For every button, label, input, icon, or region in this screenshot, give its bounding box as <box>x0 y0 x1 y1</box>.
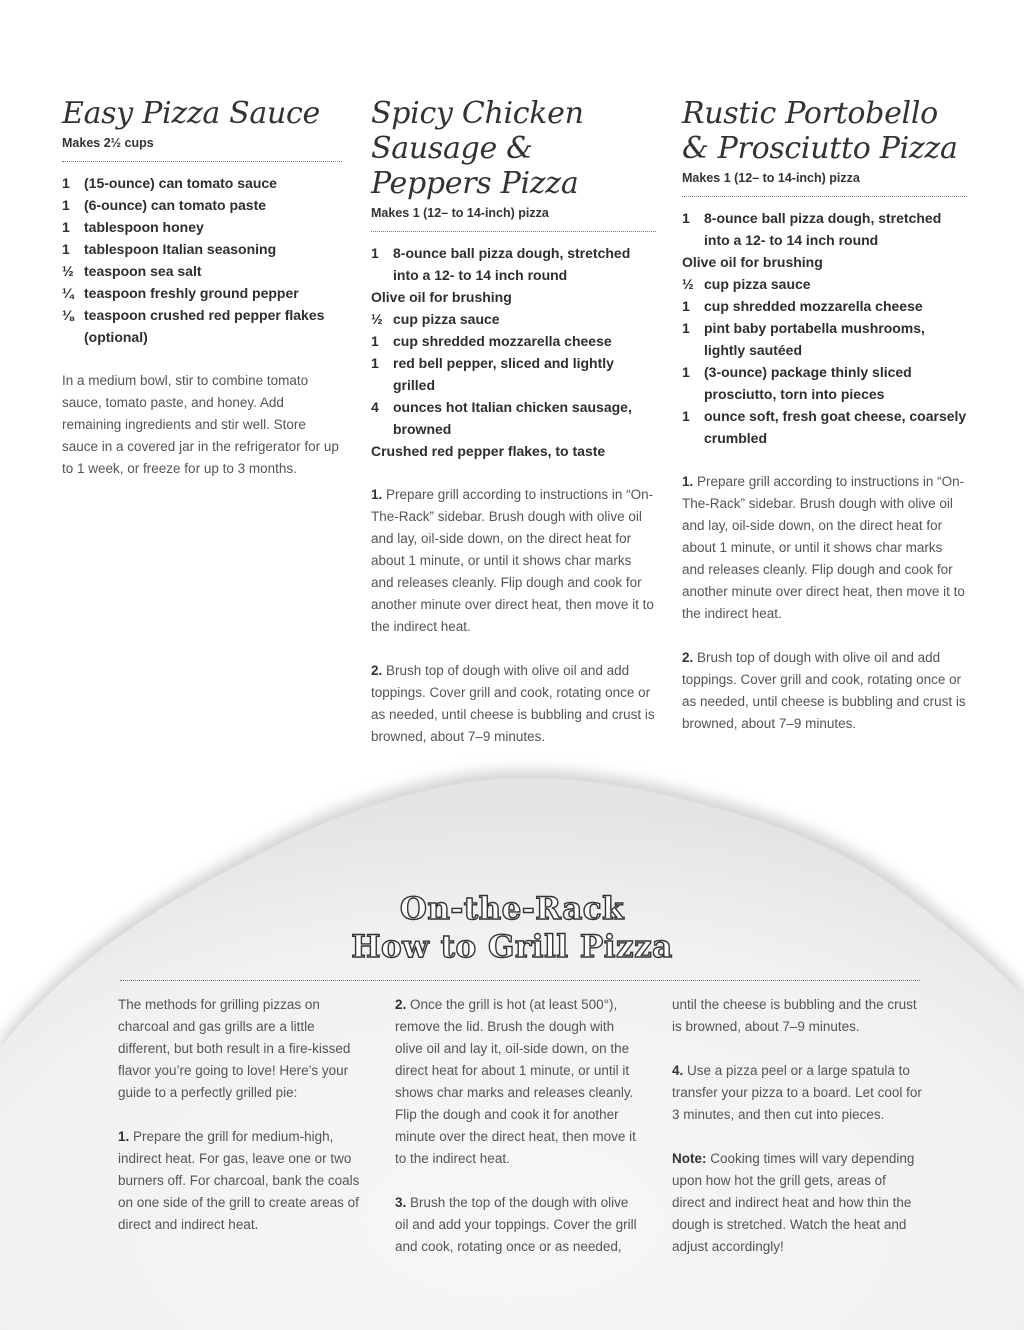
ingredient-item: 1 tablespoon Italian seasoning <box>62 241 277 257</box>
ingredient-list <box>682 207 967 449</box>
ingredient-item: ¼ teaspoon freshly ground pepper <box>62 285 299 301</box>
sidebar-column-1 <box>118 994 368 1258</box>
ingredient-item: Olive oil for brushing <box>682 254 823 270</box>
recipe-title: Spicy Chicken Sausage & Peppers Pizza <box>371 96 584 201</box>
recipe-spicy-chicken-sausage-pizza <box>371 96 656 770</box>
ingredient-item: 1 pint baby portabella mushrooms, lightly sautéed <box>682 320 925 358</box>
sidebar-step: 1. Prepare the grill for medium-high, indirect heat. For gas, leave one or two burners off. For charcoal, bank the coals on one side of the grill to create areas of direct and indirect heat. <box>118 1129 360 1232</box>
recipe-step: 1. Prepare grill according to instructions in “On-The-Rack” sidebar. Brush dough with olive oil and lay, oil-side down, on the direct heat for about 1 minute, or until it shows char marks and releases cleanly. Flip dough and cook for another minute over direct heat, then move it to the indirect heat. <box>682 474 965 621</box>
dotted-divider <box>120 980 920 981</box>
recipe-step: 1. Prepare grill according to instructions in “On-The-Rack” sidebar. Brush dough with olive oil and lay, oil-side down, on the direct heat for about 1 minute, or until it shows char marks and releases cleanly. Flip dough and cook for another minute over direct heat, then move it to the indirect heat. <box>371 487 654 634</box>
ingredient-item: 4 ounces hot Italian chicken sausage, browned <box>371 399 632 437</box>
recipe-title: Easy Pizza Sauce <box>62 96 320 131</box>
ingredient-item: Crushed red pepper flakes, to taste <box>371 443 606 459</box>
ingredient-item: 1 8-ounce ball pizza dough, stretched into a 12- to 14 inch round <box>371 245 631 283</box>
ingredient-list <box>371 242 656 462</box>
ingredient-item: 1 cup shredded mozzarella cheese <box>371 333 612 349</box>
ingredient-item: 1 (15-ounce) can tomato sauce <box>62 175 277 191</box>
sidebar-step: 2. Once the grill is hot (at least 500°), remove the lid. Brush the dough with olive oil and lay it, oil-side down, on the direct heat for about 1 minute, or until it shows char marks and releases cleanly. Flip the dough and cook it for another minute over the direct heat, then move it to the indirect heat. <box>395 997 636 1166</box>
sidebar-title: On-the-Rack How to Grill Pizza <box>351 891 673 965</box>
dotted-divider <box>371 231 656 232</box>
recipe-yield: Makes 1 (12– to 14-inch) pizza <box>682 171 860 185</box>
recipe-step: 2. Brush top of dough with olive oil and add toppings. Cover grill and cook, rotating once or as needed, until cheese is bubbling and crust is browned, about 7–9 minutes. <box>682 650 966 731</box>
dotted-divider <box>682 196 967 197</box>
sidebar-column-3 <box>672 994 922 1280</box>
recipe-directions: In a medium bowl, stir to combine tomato sauce, tomato paste, and honey. Add remaining ingredients and stir well. Store sauce in a covered jar in the refrigerator for up to 1 week, or freeze for up to 3 months. <box>62 373 339 476</box>
ingredient-item: 1 tablespoon honey <box>62 219 204 235</box>
sidebar-step: 4. Use a pizza peel or a large spatula to transfer your pizza to a board. Let cool for 3 minutes, and then cut into pieces. <box>672 1063 922 1122</box>
sidebar-intro: The methods for grilling pizzas on charcoal and gas grills are a little different, but both result in a fire-kissed flavor you’re going to love! Here’s your guide to a perfectly grilled pie: <box>118 997 351 1100</box>
sidebar-step-continued: until the cheese is bubbling and the crust is browned, about 7–9 minutes. <box>672 997 917 1034</box>
ingredient-item: 1 red bell pepper, sliced and lightly grilled <box>371 355 614 393</box>
ingredient-item: ½ cup pizza sauce <box>371 311 500 327</box>
sidebar-note: Note: Cooking times will vary depending upon how hot the grill gets, areas of direct and indirect heat and how thin the dough is stretched. Watch the heat and adjust accordingly! <box>672 1151 915 1254</box>
ingredient-list <box>62 172 342 348</box>
dotted-divider <box>62 161 342 162</box>
ingredient-item: Olive oil for brushing <box>371 289 512 305</box>
ingredient-item: 1 8-ounce ball pizza dough, stretched into a 12- to 14 inch round <box>682 210 942 248</box>
recipe-easy-pizza-sauce <box>62 96 342 480</box>
ingredient-item: 1 ounce soft, fresh goat cheese, coarsely crumbled <box>682 408 967 446</box>
recipe-step: 2. Brush top of dough with olive oil and add toppings. Cover grill and cook, rotating once or as needed, until cheese is bubbling and crust is browned, about 7–9 minutes. <box>371 663 655 744</box>
recipe-title: Rustic Portobello & Prosciutto Pizza <box>682 96 958 166</box>
recipe-yield: Makes 1 (12– to 14-inch) pizza <box>371 206 549 220</box>
recipe-rustic-portobello-pizza <box>682 96 967 757</box>
sidebar-column-2 <box>395 994 645 1280</box>
recipe-yield: Makes 2½ cups <box>62 136 154 150</box>
ingredient-item: 1 cup shredded mozzarella cheese <box>682 298 923 314</box>
sidebar-step: 3. Brush the top of the dough with olive oil and add your toppings. Cover the grill and cook, rotating once or as needed, <box>395 1195 637 1254</box>
ingredient-item: ½ teaspoon sea salt <box>62 263 202 279</box>
ingredient-item: 1 (6-ounce) can tomato paste <box>62 197 267 213</box>
ingredient-item: ⅛ teaspoon crushed red pepper flakes (optional) <box>62 307 325 345</box>
ingredient-item: ½ cup pizza sauce <box>682 276 811 292</box>
ingredient-item: 1 (3-ounce) package thinly sliced prosciutto, torn into pieces <box>682 364 912 402</box>
